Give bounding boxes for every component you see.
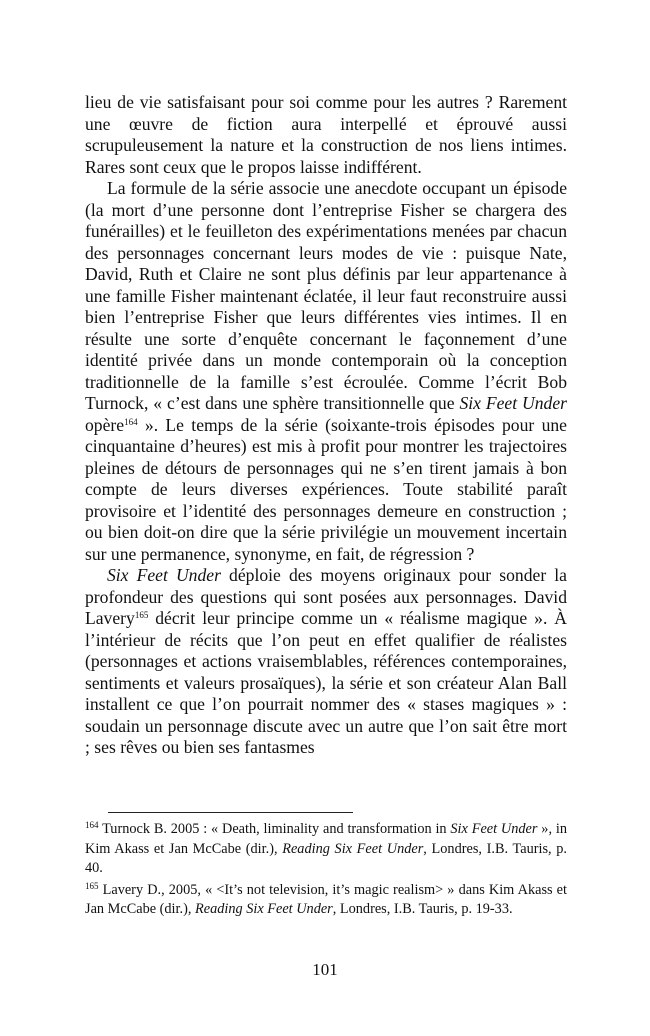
paragraph-3-title: Six Feet Under	[107, 565, 221, 585]
footnote-ref-164: 164	[124, 416, 138, 427]
footnote-text: Lavery D., 2005, « <It’s not television, it’s magic realism> » dans Kim Akass et Jan McCabe (dir.),	[85, 881, 567, 917]
paragraph-3	[85, 565, 567, 759]
footnote-text: Turnock B. 2005 : « Death, liminality and transformation in	[98, 821, 451, 837]
footnote-ref-165: 165	[134, 610, 149, 620]
paragraph-3-part-2: décrit leur principe comme un « réalisme magique ». À l’intérieur de récits que l’on peut en effet qualifier de réalistes (personnages et actions vraisemblables, références contemporaines, sentiments et valeurs prosaïques), la série et son créateur Alan Ball installent ce que l’on pourrait nommer des « stases magiques » : soudain un personnage discute avec un autre que l’on sait être mort ; ses rêves ou bien ses fantasmes	[85, 608, 567, 757]
footnote-separator	[108, 812, 353, 813]
footnote-title: Reading Six Feet Under	[282, 840, 424, 857]
footnotes	[85, 820, 567, 922]
footnote-text: , Londres, I.B. Tauris, p. 19-33.	[332, 901, 513, 917]
footnote-number: 165	[85, 880, 99, 891]
footnote-165	[85, 881, 567, 920]
paragraph-2-title: Six Feet Under	[459, 393, 567, 413]
footnote-text: », in Kim Akass et Jan McCabe (dir.),	[85, 821, 567, 857]
paragraph-1: lieu de vie satisfaisant pour soi comme pour les autres ? Rarement une œuvre de fiction aura interpellé et éprouvé aussi scrupuleusement la nature et la construction de nos liens intimes. Rares sont ceux que le propos laisse indifférent.	[85, 92, 567, 177]
page-number: 101	[312, 960, 338, 979]
footnote-number: 164	[85, 820, 99, 830]
paragraph-2-part-3: ». Le temps de la série (soixante-trois épisodes pour une cinquantaine d’heures) est mis à profit pour montrer les trajectoires pleines de détours de personnages qui ne s’en tirent jamais à bon compte de leurs diverses expériences. Toute stabilité paraît provisoire et l’identité des personnages demeure en construction ; ou bien doit-on dire que la série privilégie un mouvement incertain sur une permanence, synonyme, en fait, de régression ?	[85, 414, 567, 564]
paragraph-2-part-1: La formule de la série associe une anecdote occupant un épisode (la mort d’une personne dont l’entreprise Fisher se chargera des funérailles) et le feuilleton des expérimentations menées par chacun des personnages concernant leurs modes de vie : puisque Nate, David, Ruth et Claire ne sont plus définis par leur appartenance à une famille Fisher maintenant éclatée, il leur faut reconstruire aussi bien l’entreprise Fisher que leurs différentes vies intimes. Il en résulte une sorte d’enquête concernant le façonnement d’une identité privée dans un monde contemporain où la conception traditionnelle de la famille s’est écroulée. Comme l’écrit Bob Turnock, « c’est dans une sphère transitionnelle que	[85, 178, 567, 413]
paragraph-2	[85, 178, 567, 565]
footnote-title: Six Feet Under	[450, 821, 538, 837]
footnote-title: Reading Six Feet Under	[194, 901, 333, 917]
main-text	[85, 92, 567, 759]
paragraph-3-part-1: déploie des moyens originaux pour sonder la profondeur des questions qui sont posées aux personnages. David Lavery	[85, 565, 567, 628]
footnote-text: , Londres, I.B. Tauris, p. 40.	[85, 840, 568, 876]
footnote-164	[85, 820, 567, 879]
paragraph-2-part-2: opère	[85, 414, 125, 435]
